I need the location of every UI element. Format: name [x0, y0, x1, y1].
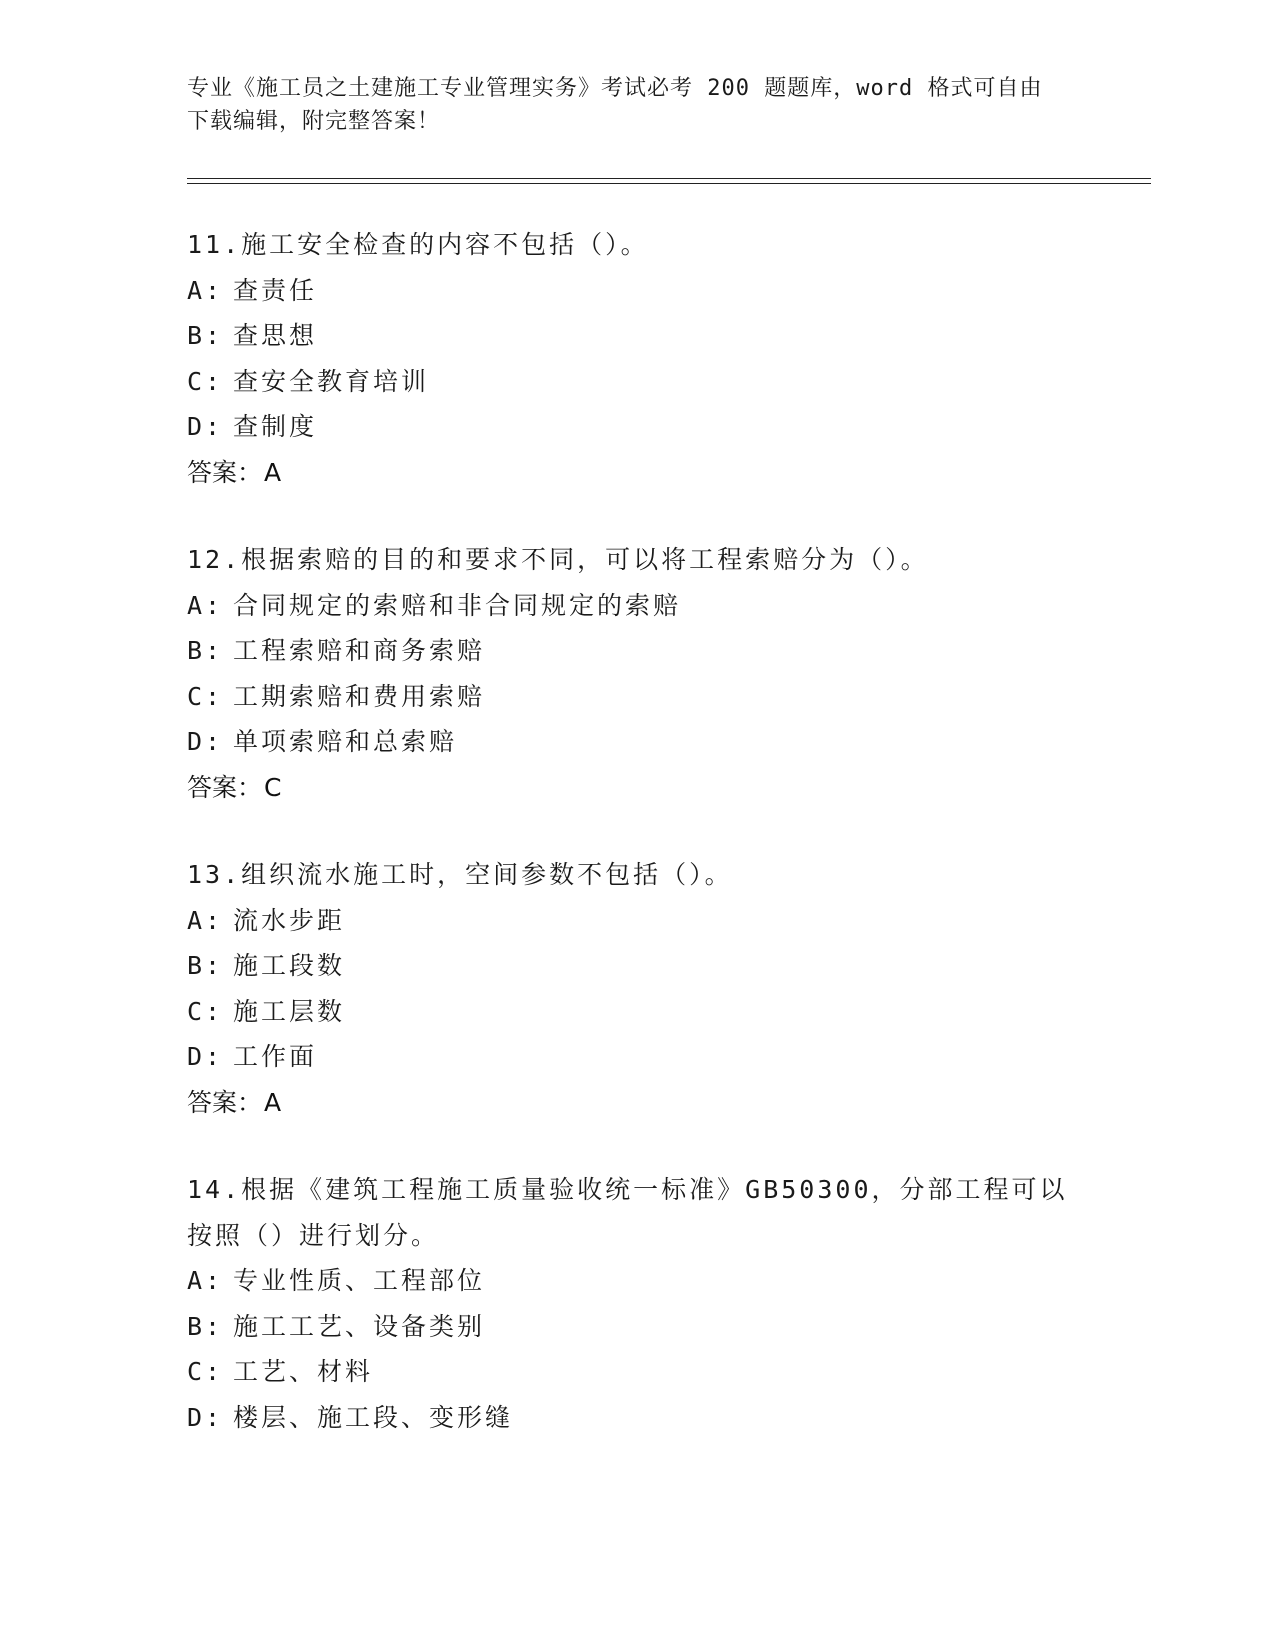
- answer-value: C: [264, 772, 282, 802]
- option-prefix: A:: [187, 590, 224, 620]
- option-prefix: A:: [187, 905, 224, 935]
- option-prefix: D:: [187, 412, 224, 441]
- option-b: [187, 1304, 1087, 1350]
- option-d: [187, 1395, 1087, 1441]
- option-text: 楼层、施工段、变形缝: [233, 1402, 514, 1432]
- option-text: 查思想: [233, 321, 318, 350]
- question-stem-line-1: 14.根据《建筑工程施工质量验收统一标准》GB50300，分部工程可以: [187, 1175, 1068, 1204]
- option-prefix: C:: [187, 366, 224, 396]
- option-c: [187, 674, 1087, 720]
- option-text: 工艺、材料: [233, 1357, 374, 1386]
- option-d: [187, 719, 1087, 765]
- option-prefix: D:: [187, 727, 224, 756]
- option-prefix: C:: [187, 681, 224, 711]
- question-stem: 13.组织流水施工时，空间参数不包括（）。: [187, 860, 733, 889]
- question-stem-line-2: 按照（）进行划分。: [187, 1220, 440, 1250]
- option-text: 查责任: [233, 275, 318, 305]
- header-divider-top: [187, 178, 1151, 179]
- option-prefix: B:: [187, 636, 224, 665]
- answer-label: 答案：: [187, 457, 263, 487]
- option-prefix: D:: [187, 1042, 224, 1071]
- option-text: 查制度: [233, 412, 318, 441]
- option-text: 工期索赔和费用索赔: [233, 681, 486, 711]
- question-12: [187, 537, 1087, 810]
- option-prefix: C:: [187, 996, 224, 1026]
- answer-label: 答案：: [187, 772, 263, 802]
- option-b: [187, 628, 1087, 674]
- option-prefix: D:: [187, 1402, 224, 1432]
- option-text: 工作面: [233, 1042, 318, 1071]
- option-b: [187, 313, 1087, 359]
- answer-label: 答案：: [187, 1087, 263, 1117]
- option-a: [187, 1258, 1087, 1304]
- option-text: 合同规定的索赔和非合同规定的索赔: [233, 590, 682, 620]
- question-stem: 12.根据索赔的目的和要求不同，可以将工程索赔分为（）。: [187, 545, 929, 574]
- answer: [187, 765, 1087, 811]
- option-c: [187, 989, 1087, 1035]
- option-text: 施工层数: [233, 996, 346, 1026]
- option-c: [187, 359, 1087, 405]
- option-c: [187, 1349, 1087, 1395]
- header-divider-bottom: [187, 183, 1151, 184]
- question-11: [187, 222, 1087, 495]
- header-line-1: 专业《施工员之土建施工专业管理实务》考试必考 200 题题库，word 格式可自由: [187, 76, 1043, 101]
- option-prefix: A:: [187, 1266, 224, 1295]
- question-stem: 11.施工安全检查的内容不包括（）。: [187, 230, 649, 259]
- answer-value: A: [264, 1087, 282, 1117]
- header-line-2: 下载编辑，附完整答案！: [187, 109, 441, 134]
- document-header: [187, 72, 1087, 138]
- option-prefix: B:: [187, 951, 224, 980]
- option-a: [187, 583, 1087, 629]
- answer: [187, 1080, 1087, 1126]
- option-a: [187, 268, 1087, 314]
- option-text: 单项索赔和总索赔: [233, 727, 458, 756]
- option-b: [187, 943, 1087, 989]
- option-prefix: B:: [187, 321, 224, 350]
- option-prefix: B:: [187, 1311, 224, 1341]
- option-text: 流水步距: [233, 905, 346, 935]
- option-prefix: C:: [187, 1357, 224, 1386]
- answer: [187, 450, 1087, 496]
- option-text: 查安全教育培训: [233, 366, 430, 396]
- option-text: 工程索赔和商务索赔: [233, 636, 486, 665]
- option-d: [187, 404, 1087, 450]
- answer-value: A: [264, 457, 282, 487]
- option-text: 施工工艺、设备类别: [233, 1311, 486, 1341]
- option-a: [187, 898, 1087, 944]
- option-prefix: A:: [187, 275, 224, 305]
- question-14: [187, 1167, 1087, 1440]
- option-d: [187, 1034, 1087, 1080]
- question-13: [187, 852, 1087, 1125]
- option-text: 施工段数: [233, 951, 346, 980]
- option-text: 专业性质、工程部位: [233, 1266, 486, 1295]
